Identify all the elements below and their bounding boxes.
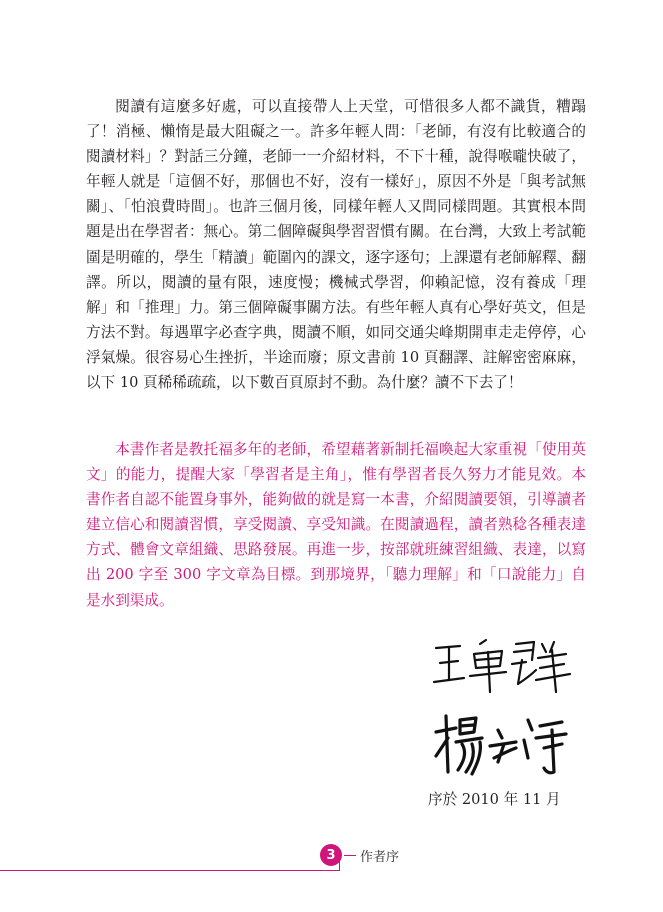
preface-date: 序於 2010 年 11 月 — [428, 791, 561, 808]
paragraph-obstacles: 閱讀有這麼多好處，可以直接帶人上天堂，可惜很多人都不識貨，糟蹋了！消極、懶惰是最大阻礙之一。許多年輕人問：「老師，有沒有比較適合的閱讀材料」？對話三分鐘，老師一一介紹材料，不下十種，說得喉嚨快破了，年輕人就是「這個不好，那個也不好，沒有一樣好」，原因不外是「與考試無關」、「怕浪費時間」。也許三個月後，同樣年輕人又問同樣問題。其實根本問題是出在學習者：無心。第二個障礙與學習習慣有關。在台灣，大致上考試範圍是明確的，學生「精讀」範圍內的課文，逐字逐句；上課還有老師解釋、翻譯。所以，閱讀的量有限，速度慢；機械式學習，仰賴記憶，沒有養成「理解」和「推理」力。第三個障礙事關方法。有些年輕人真有心學好英文，但是方法不對。每遇單字必查字典，閱讀不順，如同交通尖峰期開車走走停停，心浮氣燥。很容易心生挫折，半途而廢；原文書前 10 頁翻譯、註解密密麻麻，以下 10 頁稀稀疏疏，以下數百頁原封不動。為什麼？讀不下去了！ — [86, 98, 586, 392]
running-section-title: 作者序 — [360, 850, 400, 865]
signature-author-2 — [432, 710, 572, 778]
footer-dash — [344, 855, 356, 856]
paragraph-book-purpose: 本書作者是教托福多年的老師，希望藉著新制托福喚起大家重視「使用英文」的能力，提醒大家「學習者是主角」，惟有學習者長久努力才能見效。本書作者自認不能置身事外，能夠做的就是寫一本書，介紹閱讀要領，引導讀者建立信心和閱讀習慣，享受閱讀、享受知識。在閱讀過程，讀者熟稔各種表達方式、體會文章組織、思路發展。再進一步，按部就班練習組織、表達，以寫出 200 字至 300 字文章為目標。到那境界，「聽力理解」和「口說能力」自是水到渠成。 — [86, 441, 586, 609]
page-number-badge: 3 — [320, 844, 342, 866]
footer-rule — [0, 870, 340, 871]
signature-author-1 — [430, 636, 580, 694]
